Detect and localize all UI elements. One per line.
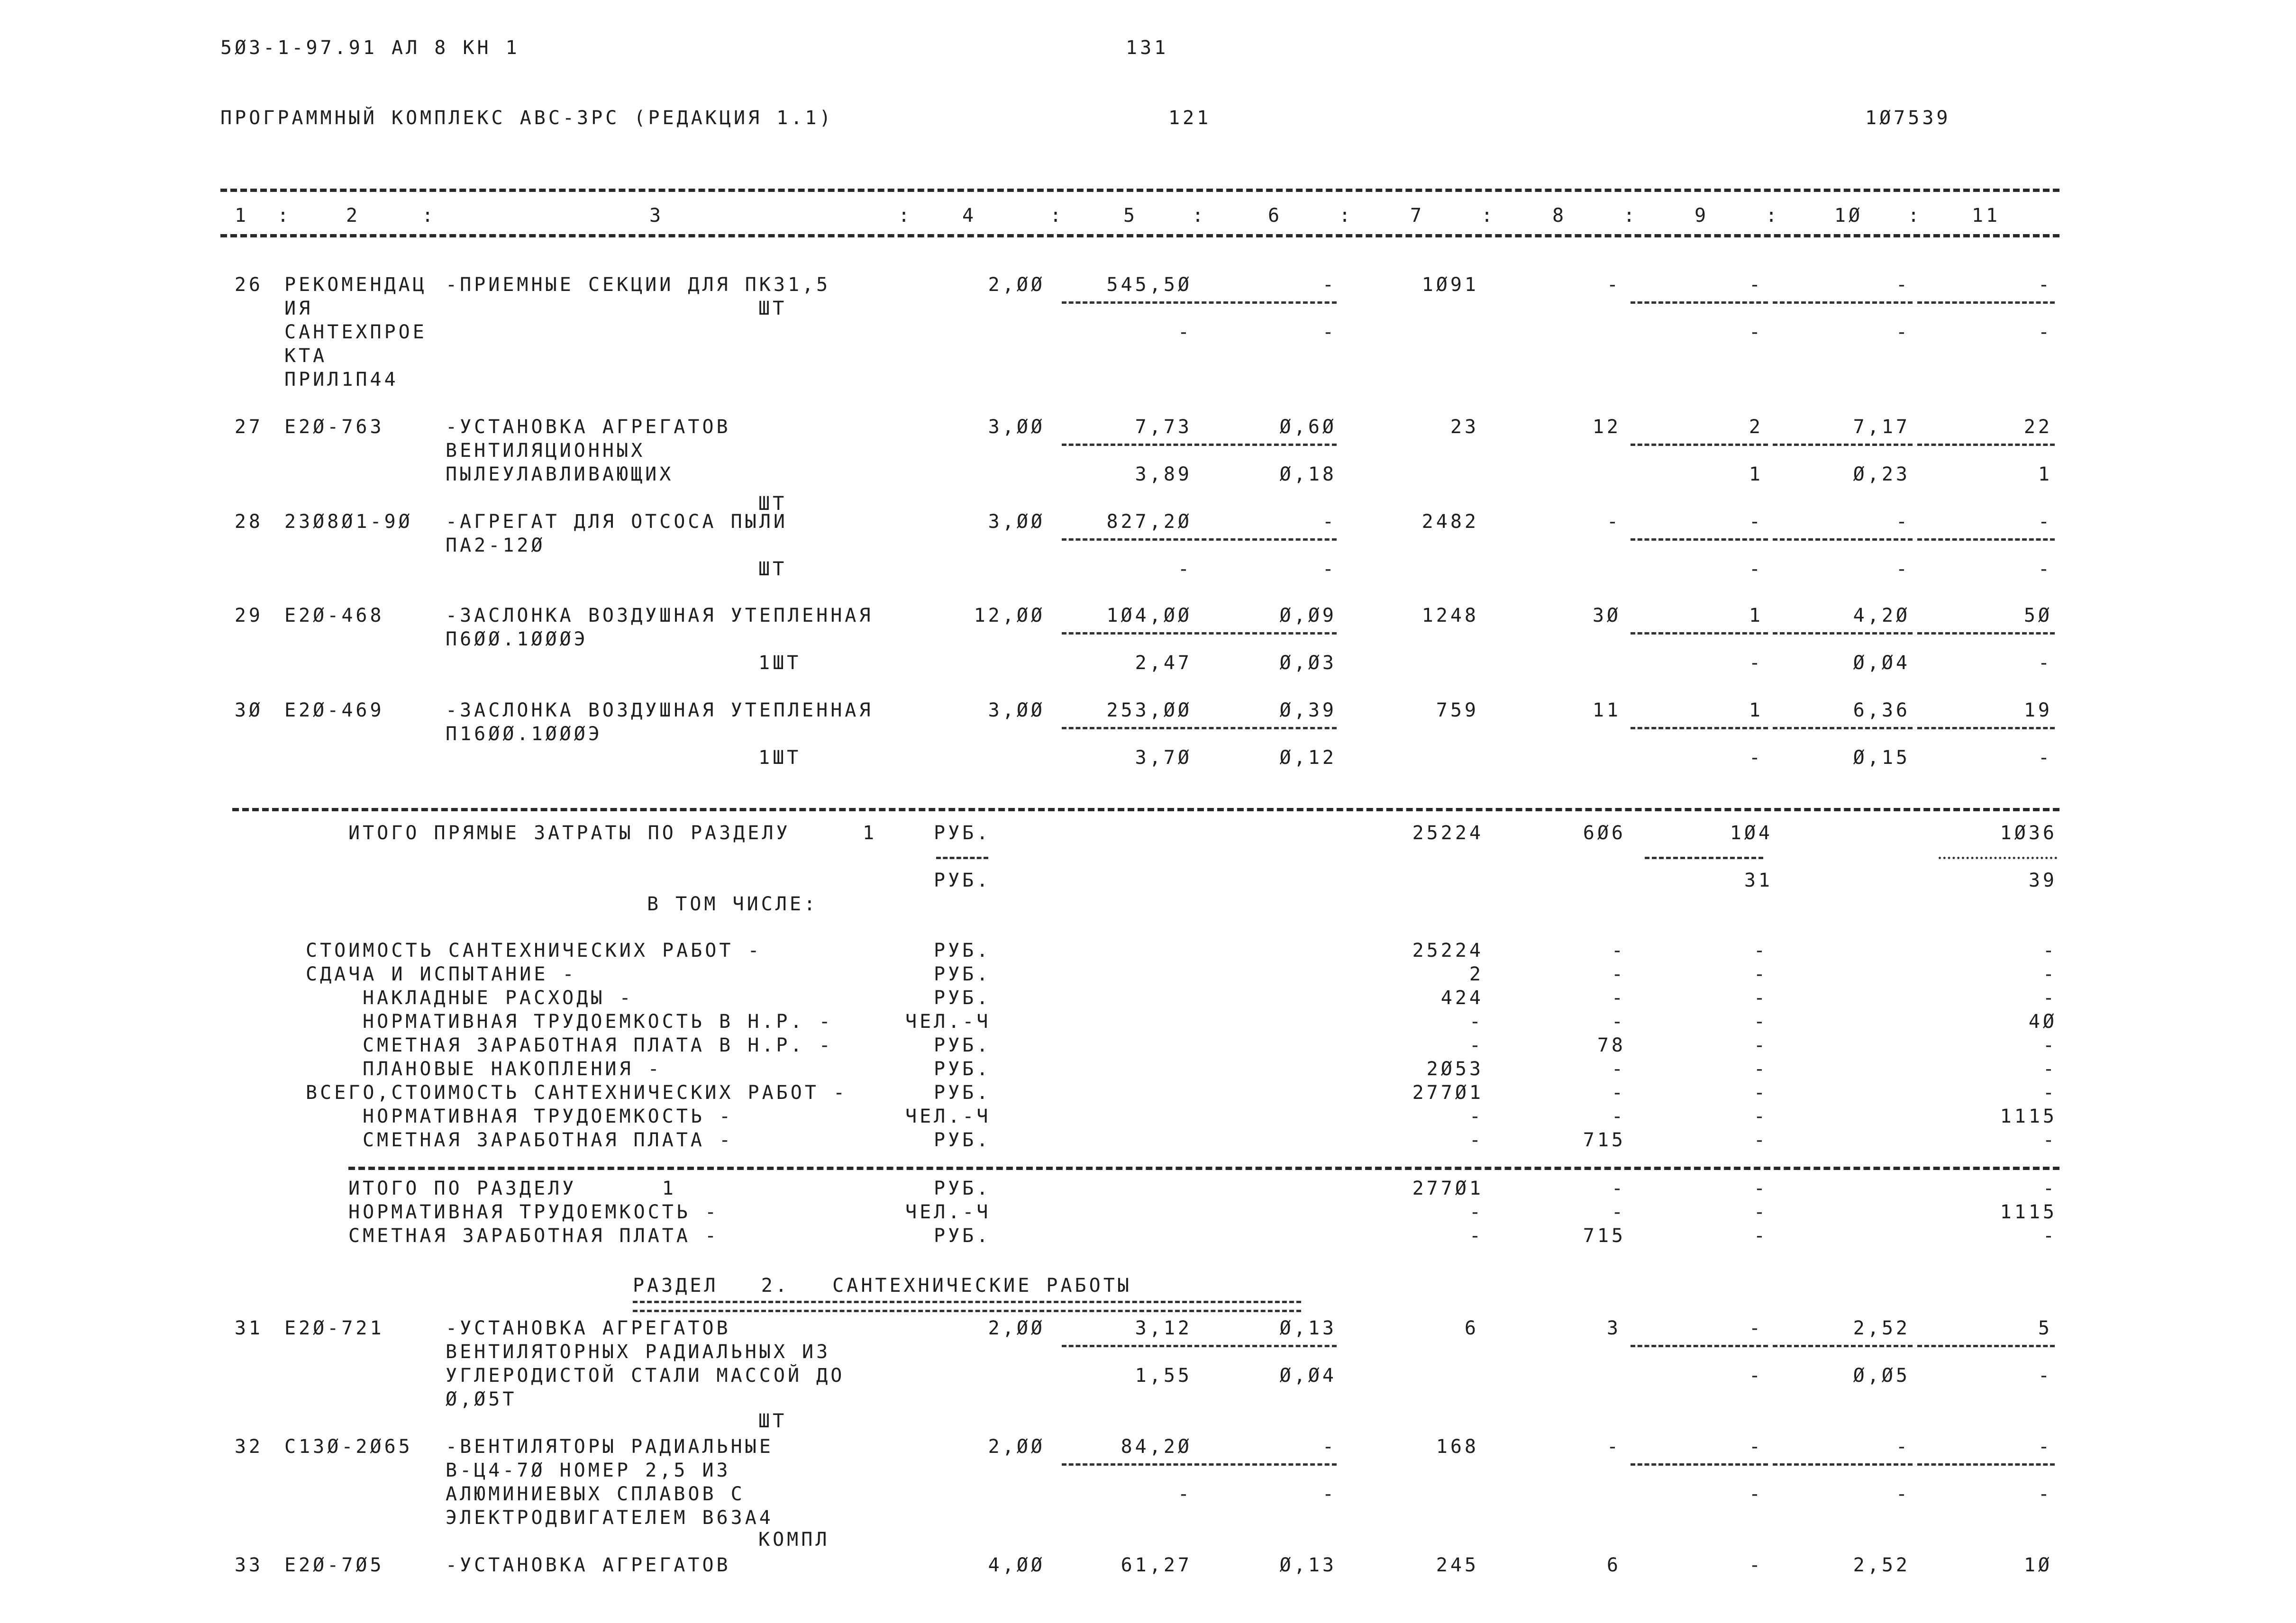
summary-c9: - (1753, 1106, 1768, 1127)
direct-costs-c9b: 31 (1744, 870, 1773, 891)
cell-underline (1631, 727, 1768, 729)
column-header: 11 (1971, 205, 2001, 227)
item-c9: - (1749, 274, 1763, 296)
summary-unit: ЧЕЛ.-Ч (905, 1106, 991, 1127)
item-unit: 1ШТ (758, 652, 802, 674)
column-separators: : (1766, 205, 1780, 227)
c9-underline (1645, 857, 1763, 859)
direct-costs-c7: 25224 (1412, 822, 1484, 844)
item-c11b: - (2038, 652, 2052, 674)
item-c10: 6,36 (1853, 699, 1910, 721)
direct-costs-c11b: 39 (2028, 870, 2057, 891)
cell-underline (1773, 301, 1913, 304)
summary-unit: РУБ. (934, 1058, 991, 1080)
direct-costs-unit2: РУБ. (934, 870, 991, 891)
cell-underline (1773, 1345, 1913, 1347)
header-rule-bottom (220, 234, 2059, 237)
item-number: 27 (234, 416, 263, 438)
item-c6b: Ø,Ø3 (1279, 652, 1337, 674)
section-2-title-underline (633, 1301, 1301, 1312)
item-number: 33 (234, 1554, 263, 1576)
summary-c11: - (2042, 1129, 2057, 1151)
summary-c11: - (2042, 1178, 2057, 1199)
item-name: АЛЮМИНИЕВЫХ СПЛАВОВ С (446, 1483, 745, 1505)
item-c8: 12 (1592, 416, 1621, 438)
item-c6b: Ø,18 (1279, 463, 1337, 485)
cell-underline (1631, 538, 1768, 541)
direct-costs-unit: РУБ. (934, 822, 991, 844)
item-c9b: 1 (1749, 463, 1763, 485)
summary-c7: - (1469, 1011, 1484, 1033)
item-c10: - (1895, 274, 1910, 296)
summary-c9: - (1753, 1129, 1768, 1151)
item-name: -ВЕНТИЛЯТОРЫ РАДИАЛЬНЫЕ (446, 1436, 774, 1458)
item-unit: ШТ (758, 298, 787, 319)
item-code: Е2Ø-763 (284, 416, 384, 438)
summary-unit: РУБ. (934, 940, 991, 961)
item-c9b: - (1749, 321, 1763, 343)
section-2-title: РАЗДЕЛ 2. САНТЕХНИЧЕСКИЕ РАБОТЫ (633, 1275, 1132, 1297)
program-title: ПРОГРАММНЫЙ КОМПЛЕКС АВС-3РС (РЕДАКЦИЯ 1.1) (220, 107, 834, 129)
item-unit: 1ШТ (758, 747, 802, 769)
column-header: 3 (649, 205, 664, 227)
item-c8: - (1606, 511, 1621, 533)
summary-c8: - (1611, 1178, 1626, 1199)
column-separators: : (1192, 205, 1207, 227)
item-name: -УСТАНОВКА АГРЕГАТОВ (446, 416, 731, 438)
unit-underline (936, 857, 988, 859)
column-separators: : (1339, 205, 1354, 227)
item-c7: 1248 (1421, 605, 1479, 626)
item-c5: 253,ØØ (1106, 699, 1192, 721)
item-c8: - (1606, 274, 1621, 296)
cell-underline (1917, 1345, 2055, 1347)
item-c5b: - (1177, 1483, 1192, 1505)
item-number: 32 (234, 1436, 263, 1458)
summary-c11: - (2042, 1225, 2057, 1247)
summary-c11: - (2042, 1058, 2057, 1080)
summary-c11: - (2042, 940, 2057, 961)
summary-c7: - (1469, 1201, 1484, 1223)
item-unit: КОМПЛ (758, 1529, 830, 1550)
page-number: 131 (1126, 37, 1169, 59)
item-c6b: Ø,Ø4 (1279, 1365, 1337, 1387)
item-code: РЕКОМЕНДАЦ (284, 274, 427, 296)
cell-underline (1773, 1463, 1913, 1466)
item-c11: - (2038, 1436, 2052, 1458)
item-c10: 7,17 (1853, 416, 1910, 438)
item-code: Е2Ø-7Ø5 (284, 1554, 384, 1576)
cell-underline (1917, 1463, 2055, 1466)
summary-c8: 78 (1597, 1034, 1626, 1056)
summary-label: НОРМАТИВНАЯ ТРУДОЕМКОСТЬ - (348, 1201, 720, 1223)
item-c10b: - (1895, 558, 1910, 580)
item-code: Е2Ø-721 (284, 1317, 384, 1339)
column-header: 2 (346, 205, 361, 227)
item-c7: 1Ø91 (1421, 274, 1479, 296)
item-code: КТА (284, 345, 328, 367)
direct-costs-c11: 1Ø36 (2000, 822, 2057, 844)
item-name: П6ØØ.1ØØØЭ (446, 628, 588, 650)
item-c7: 2482 (1421, 511, 1479, 533)
summary-c8: - (1611, 963, 1626, 985)
cell-underline (1631, 632, 1768, 635)
column-separators: : (1050, 205, 1065, 227)
item-name: В-Ц4-7Ø НОМЕР 2,5 ИЗ (446, 1460, 731, 1481)
item-c10: 4,2Ø (1853, 605, 1910, 626)
summary-label: СДАЧА И ИСПЫТАНИЕ - (306, 963, 577, 985)
item-c6: Ø,13 (1279, 1554, 1337, 1576)
item-c5: 61,27 (1121, 1554, 1192, 1576)
summary-c11: - (2042, 1082, 2057, 1104)
item-c9b: - (1749, 1365, 1763, 1387)
item-name: ЭЛЕКТРОДВИГАТЕЛЕМ В63А4 (446, 1507, 774, 1529)
summary-label: СМЕТНАЯ ЗАРАБОТНАЯ ПЛАТА - (348, 1225, 720, 1247)
summary-label: СМЕТНАЯ ЗАРАБОТНАЯ ПЛАТА В Н.Р. - (363, 1034, 833, 1056)
direct-costs-c9: 1Ø4 (1730, 822, 1773, 844)
summary-c7: - (1469, 1129, 1484, 1151)
item-c9: - (1749, 1436, 1763, 1458)
column-header: 6 (1267, 205, 1283, 227)
item-c10: 2,52 (1853, 1554, 1910, 1576)
column-header: 5 (1123, 205, 1138, 227)
item-c5: 827,2Ø (1106, 511, 1192, 533)
cell-underline (1917, 632, 2055, 635)
summary-c8: - (1611, 1106, 1626, 1127)
item-c6b: - (1322, 1483, 1337, 1505)
item-unit: ШТ (758, 493, 787, 515)
summary-label: ИТОГО ПО РАЗДЕЛУ 1 (348, 1178, 676, 1199)
item-unit: ШТ (758, 558, 787, 580)
item-c6: - (1322, 511, 1337, 533)
item-code: С13Ø-2Ø65 (284, 1436, 413, 1458)
item-c6: Ø,Ø9 (1279, 605, 1337, 626)
item-c5b: - (1177, 558, 1192, 580)
item-c6: Ø,39 (1279, 699, 1337, 721)
item-c7: 245 (1436, 1554, 1479, 1576)
item-c10: 2,52 (1853, 1317, 1910, 1339)
summary-c8: 715 (1583, 1129, 1626, 1151)
cell-underline (1917, 444, 2055, 446)
item-c6b: - (1322, 558, 1337, 580)
summary-c8: - (1611, 1201, 1626, 1223)
item-c9: - (1749, 1317, 1763, 1339)
summary-unit: РУБ. (934, 1034, 991, 1056)
item-c10b: Ø,Ø5 (1853, 1365, 1910, 1387)
item-c5b: 1,55 (1135, 1365, 1192, 1387)
item-c10b: Ø,15 (1853, 747, 1910, 769)
item-c7: 168 (1436, 1436, 1479, 1458)
item-name: УГЛЕРОДИСТОЙ СТАЛИ МАССОЙ ДО (446, 1365, 845, 1387)
item-c5: 1Ø4,ØØ (1106, 605, 1192, 626)
item-number: 29 (234, 605, 263, 626)
document-code: 1Ø7539 (1865, 107, 1951, 129)
item-c9: - (1749, 511, 1763, 533)
item-c9b: - (1749, 1483, 1763, 1505)
item-c9: - (1749, 1554, 1763, 1576)
cell-underline (1062, 1463, 1192, 1466)
item-c7: 6 (1464, 1317, 1479, 1339)
item-c6b: - (1322, 321, 1337, 343)
item-c6: Ø,13 (1279, 1317, 1337, 1339)
item-code: САНТЕХПРОЕ (284, 321, 427, 343)
item-number: 28 (234, 511, 263, 533)
item-c11b: - (2038, 1483, 2052, 1505)
item-name: П16ØØ.1ØØØЭ (446, 723, 602, 745)
cell-underline (1631, 301, 1768, 304)
header-rule-top (220, 189, 2059, 192)
summary-c8: - (1611, 940, 1626, 961)
cell-underline (1773, 632, 1913, 635)
item-c9: 1 (1749, 699, 1763, 721)
column-header: 9 (1694, 205, 1709, 227)
sheet-number: 121 (1168, 107, 1212, 129)
column-header: 8 (1552, 205, 1567, 227)
summary-unit: ЧЕЛ.-Ч (905, 1011, 991, 1033)
column-header: 4 (962, 205, 977, 227)
cell-underline (1773, 538, 1913, 541)
item-unit: ШТ (758, 1410, 787, 1432)
summary-c9: - (1753, 940, 1768, 961)
summary-c8: - (1611, 987, 1626, 1009)
item-code: ИЯ (284, 298, 313, 319)
cell-underline (1194, 632, 1337, 635)
item-qty: 3,ØØ (988, 416, 1045, 438)
column-header: 7 (1410, 205, 1425, 227)
item-c6: - (1322, 1436, 1337, 1458)
section-rule (232, 808, 2059, 811)
cell-underline (1194, 301, 1337, 304)
item-c6: - (1322, 274, 1337, 296)
column-separators: : (422, 205, 437, 227)
summary-c8: - (1611, 1058, 1626, 1080)
item-c11b: - (2038, 558, 2052, 580)
cell-underline (1917, 538, 2055, 541)
item-code: 23Ø8Ø1-9Ø (284, 511, 413, 533)
item-c11b: - (2038, 321, 2052, 343)
item-c5: 545,5Ø (1106, 274, 1192, 296)
item-c11: - (2038, 274, 2052, 296)
summary-c8: - (1611, 1011, 1626, 1033)
summary-label: ПЛАНОВЫЕ НАКОПЛЕНИЯ - (363, 1058, 662, 1080)
item-c11: 1Ø (2023, 1554, 2052, 1576)
item-c11: - (2038, 511, 2052, 533)
direct-costs-section: 1 (863, 822, 877, 844)
item-c8: 6 (1606, 1554, 1621, 1576)
item-name: ВЕНТИЛЯЦИОННЫХ (446, 440, 646, 462)
item-code: Е2Ø-468 (284, 605, 384, 626)
item-number: 31 (234, 1317, 263, 1339)
item-name: -АГРЕГАТ ДЛЯ ОТСОСА ПЫЛИ (446, 511, 788, 533)
item-name: -ЗАСЛОНКА ВОЗДУШНАЯ УТЕПЛЕННАЯ (446, 699, 874, 721)
column-separators: : (277, 205, 292, 227)
item-c6: Ø,6Ø (1279, 416, 1337, 438)
summary-c11: - (2042, 1034, 2057, 1056)
item-qty: 2,ØØ (988, 1436, 1045, 1458)
item-c8: 11 (1592, 699, 1621, 721)
summary-c7: 25224 (1412, 940, 1484, 961)
summary-unit: РУБ. (934, 1082, 991, 1104)
summary-c11: 1115 (2000, 1201, 2057, 1223)
cell-underline (1062, 301, 1192, 304)
item-c11b: - (2038, 1365, 2052, 1387)
item-name: -УСТАНОВКА АГРЕГАТОВ (446, 1554, 731, 1576)
summary-c9: - (1753, 1058, 1768, 1080)
c11-underline (1939, 857, 2057, 859)
cell-underline (1194, 1463, 1337, 1466)
summary-unit: ЧЕЛ.-Ч (905, 1201, 991, 1223)
summary-unit: РУБ. (934, 987, 991, 1009)
item-c11b: - (2038, 747, 2052, 769)
item-c5b: 3,7Ø (1135, 747, 1192, 769)
item-c11: 5 (2038, 1317, 2052, 1339)
summary-c7: - (1469, 1225, 1484, 1247)
direct-costs-label: ИТОГО ПРЯМЫЕ ЗАТРАТЫ ПО РАЗДЕЛУ (348, 822, 791, 844)
summary-c9: - (1753, 1034, 1768, 1056)
item-code: ПРИЛ1П44 (284, 369, 399, 390)
summary-c8: - (1611, 1082, 1626, 1104)
summary-c9: - (1753, 1082, 1768, 1104)
item-qty: 4,ØØ (988, 1554, 1045, 1576)
summary-c11: - (2042, 987, 2057, 1009)
item-c9b: - (1749, 747, 1763, 769)
summary-c11: 4Ø (2028, 1011, 2057, 1033)
summary-label: СТОИМОСТЬ САНТЕХНИЧЕСКИХ РАБОТ - (306, 940, 762, 961)
item-c5: 7,73 (1135, 416, 1192, 438)
cell-underline (1917, 301, 2055, 304)
item-c7: 759 (1436, 699, 1479, 721)
summary-label: НОРМАТИВНАЯ ТРУДОЕМКОСТЬ - (363, 1106, 734, 1127)
summary-label: СМЕТНАЯ ЗАРАБОТНАЯ ПЛАТА - (363, 1129, 734, 1151)
item-qty: 12,ØØ (974, 605, 1045, 626)
cell-underline (1194, 727, 1337, 729)
item-c9b: - (1749, 558, 1763, 580)
item-c9b: - (1749, 652, 1763, 674)
item-c8: 3Ø (1592, 605, 1621, 626)
item-name: ПЫЛЕУЛАВЛИВАЮЩИХ (446, 463, 674, 485)
column-header: 1Ø (1834, 205, 1863, 227)
summary-label: НОРМАТИВНАЯ ТРУДОЕМКОСТЬ В Н.Р. - (363, 1011, 833, 1033)
cell-underline (1631, 1345, 1768, 1347)
summary-c7: 277Ø1 (1412, 1178, 1484, 1199)
summary-c9: - (1753, 1011, 1768, 1033)
summary-c7: - (1469, 1106, 1484, 1127)
summary-c7: 424 (1440, 987, 1484, 1009)
summary-c7: - (1469, 1034, 1484, 1056)
column-separators: : (1623, 205, 1638, 227)
item-c10: - (1895, 1436, 1910, 1458)
item-c8: - (1606, 1436, 1621, 1458)
item-name: -ПРИЕМНЫЕ СЕКЦИИ ДЛЯ ПК31,5 (446, 274, 831, 296)
item-name: Ø,Ø5Т (446, 1388, 517, 1410)
item-name: ВЕНТИЛЯТОРНЫХ РАДИАЛЬНЫХ ИЗ (446, 1341, 831, 1363)
summary-c7: 2 (1469, 963, 1484, 985)
cell-underline (1194, 444, 1337, 446)
item-c9: 2 (1749, 416, 1763, 438)
item-c5: 84,2Ø (1121, 1436, 1192, 1458)
item-c6b: Ø,12 (1279, 747, 1337, 769)
item-c10: - (1895, 511, 1910, 533)
cell-underline (1062, 727, 1192, 729)
summary-c8: 715 (1583, 1225, 1626, 1247)
item-c9: 1 (1749, 605, 1763, 626)
summary-unit: РУБ. (934, 963, 991, 985)
direct-costs-c8: 6Ø6 (1583, 822, 1626, 844)
item-number: 26 (234, 274, 263, 296)
cell-underline (1062, 632, 1192, 635)
including-label: В ТОМ ЧИСЛЕ: (647, 893, 818, 915)
summary-c11: - (2042, 963, 2057, 985)
item-c7: 23 (1450, 416, 1479, 438)
item-c11: 22 (2023, 416, 2052, 438)
summary-c9: - (1753, 963, 1768, 985)
item-qty: 3,ØØ (988, 511, 1045, 533)
item-c11: 5Ø (2023, 605, 2052, 626)
item-name: -УСТАНОВКА АГРЕГАТОВ (446, 1317, 731, 1339)
cell-underline (1194, 1345, 1337, 1347)
item-number: 3Ø (234, 699, 263, 721)
summary-c11: 1115 (2000, 1106, 2057, 1127)
item-c5b: 2,47 (1135, 652, 1192, 674)
document-id: 5Ø3-1-97.91 АЛ 8 КН 1 (220, 37, 520, 59)
summary-label: НАКЛАДНЫЕ РАСХОДЫ - (363, 987, 634, 1009)
summary-label: ВСЕГО,СТОИМОСТЬ САНТЕХНИЧЕСКИХ РАБОТ - (306, 1082, 848, 1104)
summary-c9: - (1753, 1178, 1768, 1199)
item-qty: 2,ØØ (988, 274, 1045, 296)
summary-c9: - (1753, 987, 1768, 1009)
summary-c9: - (1753, 1201, 1768, 1223)
item-name: -ЗАСЛОНКА ВОЗДУШНАЯ УТЕПЛЕННАЯ (446, 605, 874, 626)
column-header: 1 (234, 205, 249, 227)
item-code: Е2Ø-469 (284, 699, 384, 721)
cell-underline (1631, 1463, 1768, 1466)
cell-underline (1631, 444, 1768, 446)
cell-underline (1917, 727, 2055, 729)
summary-unit: РУБ. (934, 1178, 991, 1199)
item-qty: 3,ØØ (988, 699, 1045, 721)
item-c11b: 1 (2038, 463, 2052, 485)
item-qty: 2,ØØ (988, 1317, 1045, 1339)
summary-unit: РУБ. (934, 1129, 991, 1151)
item-c10b: Ø,23 (1853, 463, 1910, 485)
column-separators: : (898, 205, 913, 227)
summary-c7: 2Ø53 (1426, 1058, 1484, 1080)
item-c5b: 3,89 (1135, 463, 1192, 485)
item-name: ПА2-12Ø (446, 535, 546, 556)
summary-unit: РУБ. (934, 1225, 991, 1247)
item-c5: 3,12 (1135, 1317, 1192, 1339)
summary-rule (348, 1167, 2059, 1170)
item-c5b: - (1177, 321, 1192, 343)
item-c8: 3 (1606, 1317, 1621, 1339)
item-c11: 19 (2023, 699, 2052, 721)
item-c10b: Ø,Ø4 (1853, 652, 1910, 674)
cell-underline (1062, 538, 1192, 541)
column-separators: : (1481, 205, 1496, 227)
cell-underline (1062, 1345, 1192, 1347)
cell-underline (1062, 444, 1192, 446)
summary-c7: 277Ø1 (1412, 1082, 1484, 1104)
summary-c9: - (1753, 1225, 1768, 1247)
cell-underline (1773, 727, 1913, 729)
column-separators: : (1908, 205, 1922, 227)
item-c10b: - (1895, 321, 1910, 343)
item-c10b: - (1895, 1483, 1910, 1505)
cell-underline (1194, 538, 1337, 541)
cell-underline (1773, 444, 1913, 446)
